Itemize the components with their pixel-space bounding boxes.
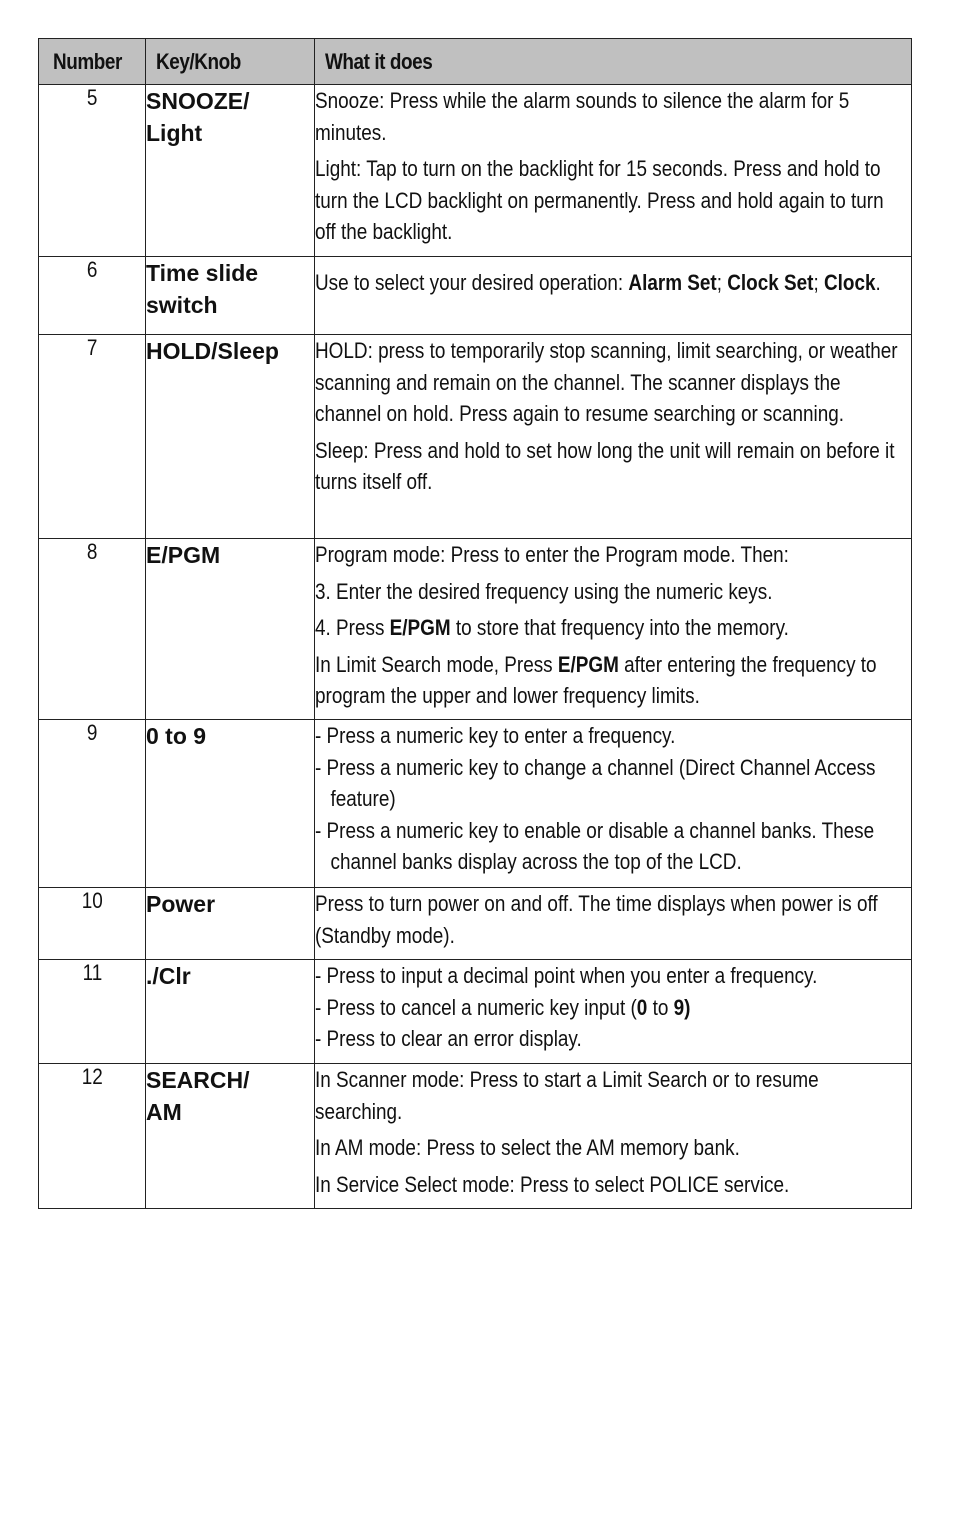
description-paragraph: In Service Select mode: Press to select POLICE service. — [315, 1171, 790, 1197]
key-name-line: ./Clr — [146, 963, 191, 989]
table-row — [39, 888, 912, 960]
bullet-item: - Press a numeric key to change a channel (Direct Channel Access feature) — [315, 754, 876, 811]
row-number: 10 — [39, 888, 146, 960]
table-row — [39, 539, 912, 720]
description-paragraph: HOLD: press to temporarily stop scanning, limit searching, or weather scanning and remain on the channel. The scanner displays the channel on hold. Press again to resume searching or scanning. — [315, 338, 898, 426]
key-name — [146, 539, 315, 720]
description-paragraph: In Limit Search mode, Press E/PGM after entering the frequency to program the upper and lower frequency limits. — [315, 651, 877, 708]
key-description — [315, 1064, 912, 1209]
bullet-item: - Press a numeric key to enter a frequency. — [315, 723, 676, 748]
key-name-line: 0 to 9 — [146, 723, 207, 749]
description-paragraph: Sleep: Press and hold to set how long the unit will remain on before it turns itself off. — [315, 437, 895, 494]
key-name — [146, 888, 315, 960]
numbered-step: 3. Enter the desired frequency using the numeric keys. — [315, 578, 773, 604]
key-name — [146, 335, 315, 539]
key-name-line: Time slide — [146, 260, 259, 286]
key-description — [315, 960, 912, 1064]
description-paragraph: In Scanner mode: Press to start a Limit Search or to resume searching. — [315, 1067, 819, 1124]
description-paragraph: Program mode: Press to enter the Program mode. Then: — [315, 542, 789, 567]
row-number: 5 — [39, 85, 146, 257]
key-description — [315, 85, 912, 257]
key-name-line: Light — [146, 120, 203, 146]
table-row — [39, 1064, 912, 1209]
row-number: 12 — [39, 1064, 146, 1209]
description-paragraph: Press to turn power on and off. The time displays when power is off (Standby mode). — [315, 891, 878, 948]
key-description — [315, 257, 912, 335]
description-paragraph: In AM mode: Press to select the AM memory bank. — [315, 1135, 740, 1160]
key-description — [315, 720, 912, 888]
key-name — [146, 960, 315, 1064]
key-name-line: Power — [146, 891, 216, 917]
description-paragraph: Light: Tap to turn on the backlight for 15 seconds. Press and hold to turn the LCD backlight on permanently. Press and hold again to turn off the backlight. — [315, 156, 884, 244]
row-number: 11 — [39, 960, 146, 1064]
row-number: 6 — [39, 257, 146, 335]
key-name — [146, 257, 315, 335]
table-row — [39, 960, 912, 1064]
column-header-number: Number — [39, 39, 146, 85]
key-function-table-page — [38, 38, 911, 1209]
table-row — [39, 257, 912, 335]
key-description — [315, 888, 912, 960]
table-row — [39, 335, 912, 539]
table-row — [39, 85, 912, 257]
key-name — [146, 720, 315, 888]
key-name-line: AM — [146, 1099, 182, 1125]
key-name — [146, 85, 315, 257]
key-function-table — [38, 38, 912, 1209]
key-name-line: SNOOZE/ — [146, 88, 250, 114]
key-name-line: HOLD/Sleep — [146, 338, 279, 364]
row-number: 7 — [39, 335, 146, 539]
description-paragraph: Snooze: Press while the alarm sounds to silence the alarm for 5 minutes. — [315, 88, 850, 145]
key-name — [146, 1064, 315, 1209]
key-name-line: E/PGM — [146, 542, 221, 568]
bullet-item: - Press a numeric key to enable or disable a channel banks. These channel banks display across the top of the LCD. — [315, 817, 875, 874]
bullet-item: - Press to cancel a numeric key input (0 to 9) — [315, 994, 691, 1020]
key-description — [315, 539, 912, 720]
numbered-step: 4. Press E/PGM to store that frequency into the memory. — [315, 615, 789, 640]
row-number: 8 — [39, 539, 146, 720]
table-header-row — [39, 39, 912, 85]
column-header-key: Key/Knob — [146, 39, 315, 85]
bullet-item: - Press to input a decimal point when you enter a frequency. — [315, 963, 818, 988]
table-row — [39, 720, 912, 888]
key-name-line: switch — [146, 292, 218, 318]
row-number: 9 — [39, 720, 146, 888]
bullet-item: - Press to clear an error display. — [315, 1026, 582, 1051]
description-paragraph: Use to select your desired operation: Alarm Set; Clock Set; Clock. — [315, 270, 881, 295]
key-name-line: SEARCH/ — [146, 1067, 250, 1093]
column-header-description: What it does — [315, 39, 912, 85]
key-description — [315, 335, 912, 539]
